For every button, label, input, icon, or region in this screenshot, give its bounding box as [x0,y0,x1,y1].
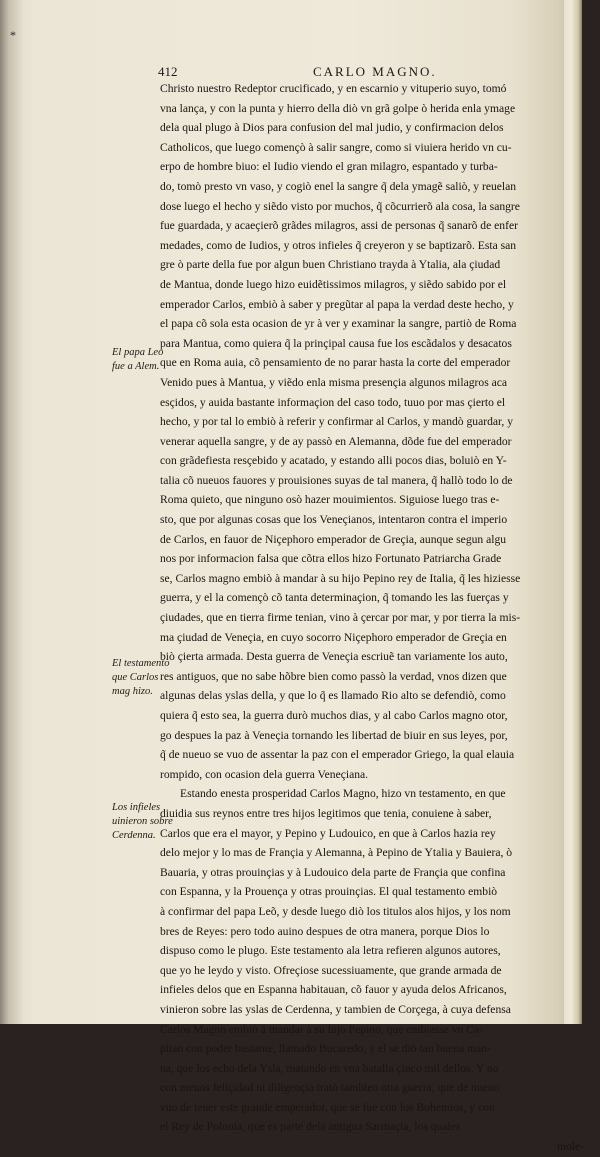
page-gutter [0,0,22,1024]
text-line: con Espanna, y la Prouença y otras prouinçias. El qual testamento embiò [160,885,498,899]
margin-note-infieles: Los infieles uinieron sobre Cerdenna. [112,802,173,841]
text-line: Estando enesta prosperidad Carlos Magno, hizo vn testamento, en que [180,787,506,801]
text-line: bres de Reyes: pero todo auino despues de otra manera, porque Dios lo [160,924,490,938]
text-line: biò çierta armada. Desta guerra de Veneçia escriuẽ tan variamente los auto, [160,650,508,664]
text-line: Christo nuestro Redeptor crucificado, y en escarnio y vituperio suyo, tomó [160,82,507,95]
text-line: se, Carlos magno embiò à mandar à su hijo Pepino rey de Italia, q̃ les hiziesse [160,571,521,585]
text-line: q̃ de nueuo se vuo de assentar la paz con el emperador Griego, la qual elauia [160,748,515,762]
text-line: algunas delas yslas della, y que lo q̃ es llamado Rio alto se defendiò, como [160,689,506,703]
text-line: Bauaria, y otras prouinçias y à Ludouico dela parte de Françia que confina [160,865,506,879]
text-line: de Carlos, en fauor de Niçephoro emperador de Greçia, aunque segun algu [160,532,507,546]
text-line: go despues la paz à Veneçia tornando les libertad de biuir en sus leyes, por, [160,728,508,742]
text-line: à confirmar del papa Leõ, y desde luego diò los titulos alos hijos, y los nom [160,904,511,918]
text-line: Venido pues à Mantua, y viẽdo enla misma presençia algunos milagros aca [160,375,508,389]
text-line: vinieron sobre las yslas de Cerdenna, y tambien de Corçega, à cuya defensa [160,1002,511,1016]
text-line: sto, que por algunas cosas que los Veneçianos, intentaron contra el imperio [160,513,508,527]
text-line: vna lança, y con la punta y hierro della diò vn grã golpe ò herida enla ymage [160,101,516,115]
margin-note-testamento: El testamento que Carlos mag hizo. [112,658,170,697]
text-line: infieles delos que en Espanna habitauan, cõ fauor y ayuda delos Africanos, [160,983,507,997]
text-line: medades, como de Iudios, y otros infieles q̃ creyeron y se baptizarõ. Esta san [160,238,517,252]
text-line: Carlos Magno embiò à mandar à su hijo Pepino, que embiasse vn Ca- [160,1022,483,1036]
body-text [160,79,584,1157]
text-line: rompido, con ocasion dela guerra Veneçiana. [160,767,369,781]
text-line: que yo he leydo y visto. Ofreçiose sucessiuamente, que grande armada de [160,963,502,977]
text-line: vuo de tener este grande emperador, que se fue con los Bohemios, y con [160,1100,495,1114]
text-line: guerra, y el la començò cõ tanta determinaçion, q̃ tomando les las fuerças y [160,591,509,605]
text-line: talia cõ nueuos fauores y prouisiones suyas de tal manera, q̃ hallò todo lo de [160,473,513,487]
text-line: Catholicos, que luego començò à salir sangre, como si viuiera herido vn cu- [160,140,512,154]
text-line: pitan con poder bastante, llamado Bucaredo, y el se diò tan buena man- [160,1042,491,1056]
text-line: venerar aquella sangre, y de ay passò en Alemanna, dõde fue del emperador [160,434,512,448]
text-line: gre ò parte della fue por algun buen Christiano trayda à Ytalia, ala çiudad [160,258,501,272]
page-title: CARLO MAGNO. [313,64,437,79]
text-line: de Mantua, donde luego hizo euidẽtissimos milagros, y siẽdo sabido por el [160,277,507,291]
text-line: diuidia sus reynos entre tres hijos legitimos que tenia, conuiene à saber, [160,806,492,820]
text-line: mole- [556,1140,584,1154]
text-line: que en Roma auia, cõ pensamiento de no parar hasta la corte del emperador [160,356,511,370]
text-line: con grãdefiesta resçebido y acatado, y estando alli pocos dias, boluiò en Y- [160,454,507,468]
text-line: do, tomò presto vn vaso, y cogiò enel la sangre q̃ dela ymagẽ saliò, y reuelan [160,179,517,193]
text-line: ma çiudad de Veneçia, en cuyo socorro Niçephoro emperador de Greçia en [160,630,507,644]
text-line: emperador Carlos, embiò à saber y pregũtar al papa la verdad deste hecho, y [160,297,514,311]
text-line: el papa cõ sola esta ocasion de yr à ver y examinar la sangre, partiò de Roma [160,317,517,331]
corner-mark: * [10,28,16,42]
text-line: el Rey de Polonia, que es parte dela antigua Sarmaçia, los quales [160,1120,461,1134]
text-line: nos por informacion falsa que cõtra ellos hizo Fortunato Patriarcha Grade [160,552,502,566]
text-line: dela qual plugo à Dios para confusion del mal judio, y confirmacion delos [160,121,504,135]
text-line: erpo de hombre biuo: el Iudio viendo el gran milagro, espantado y turba- [160,160,498,174]
text-line: quiera q̃ esto sea, la guerra durò muchos dias, y al cabo Carlos magno otor, [160,709,508,722]
text-line: delo mejor y lo mas de Françia y Alemanna, à Pepino de Ytalia y Bauiera, ò [160,846,513,860]
text-line: Carlos que era el mayor, y Pepino y Ludouico, en que à Carlos hazia rey [160,826,496,840]
text-line: dose luego el hecho y siẽdo visto por muchos, q̃ cõcurrierõ ala cosa, la sangre [160,199,520,213]
text-line: çiudades, que en tierra firme tenian, vino à çercar por mar, y por tierra la mis- [160,611,521,625]
text-line: con menos feliçidad ni diligençia tratò tambien otra guerra, que de nueuo [160,1081,500,1095]
text-line: Roma quieto, que ninguno osò hazer mouimientos. Siguiose luego tras e- [160,493,500,507]
text-line: esçidos, y auida bastante informaçion del caso todo, tuuo por mas çierto el [160,395,506,409]
text-line: dispuso como le plugo. Este testamento ala letra refieren algunos autores, [160,944,501,958]
page-number: 412 [158,64,178,79]
text-line: na, que los echo dela Ysla, matando en vna batalla çinco mil dellos. Y no [160,1061,499,1075]
text-line: fue guardada, y acaeçierõ grãdes milagros, assi de personas q̃ sanarõ de enfer [160,219,518,233]
text-line: para Mantua, como quiera q̃ la prinçipal causa fue los escãdalos y desacatos [160,336,512,350]
margin-note-papa-leo: El papa Leo fue a Alem. [112,347,164,372]
text-line: hecho, y por tal lo embiò à referir y confirmar al Carlos, y mandò guardar, y [160,415,514,429]
text-line: res antiguos, que no sabe hõbre bien como passò la verdad, vnos dizen que [160,669,507,683]
